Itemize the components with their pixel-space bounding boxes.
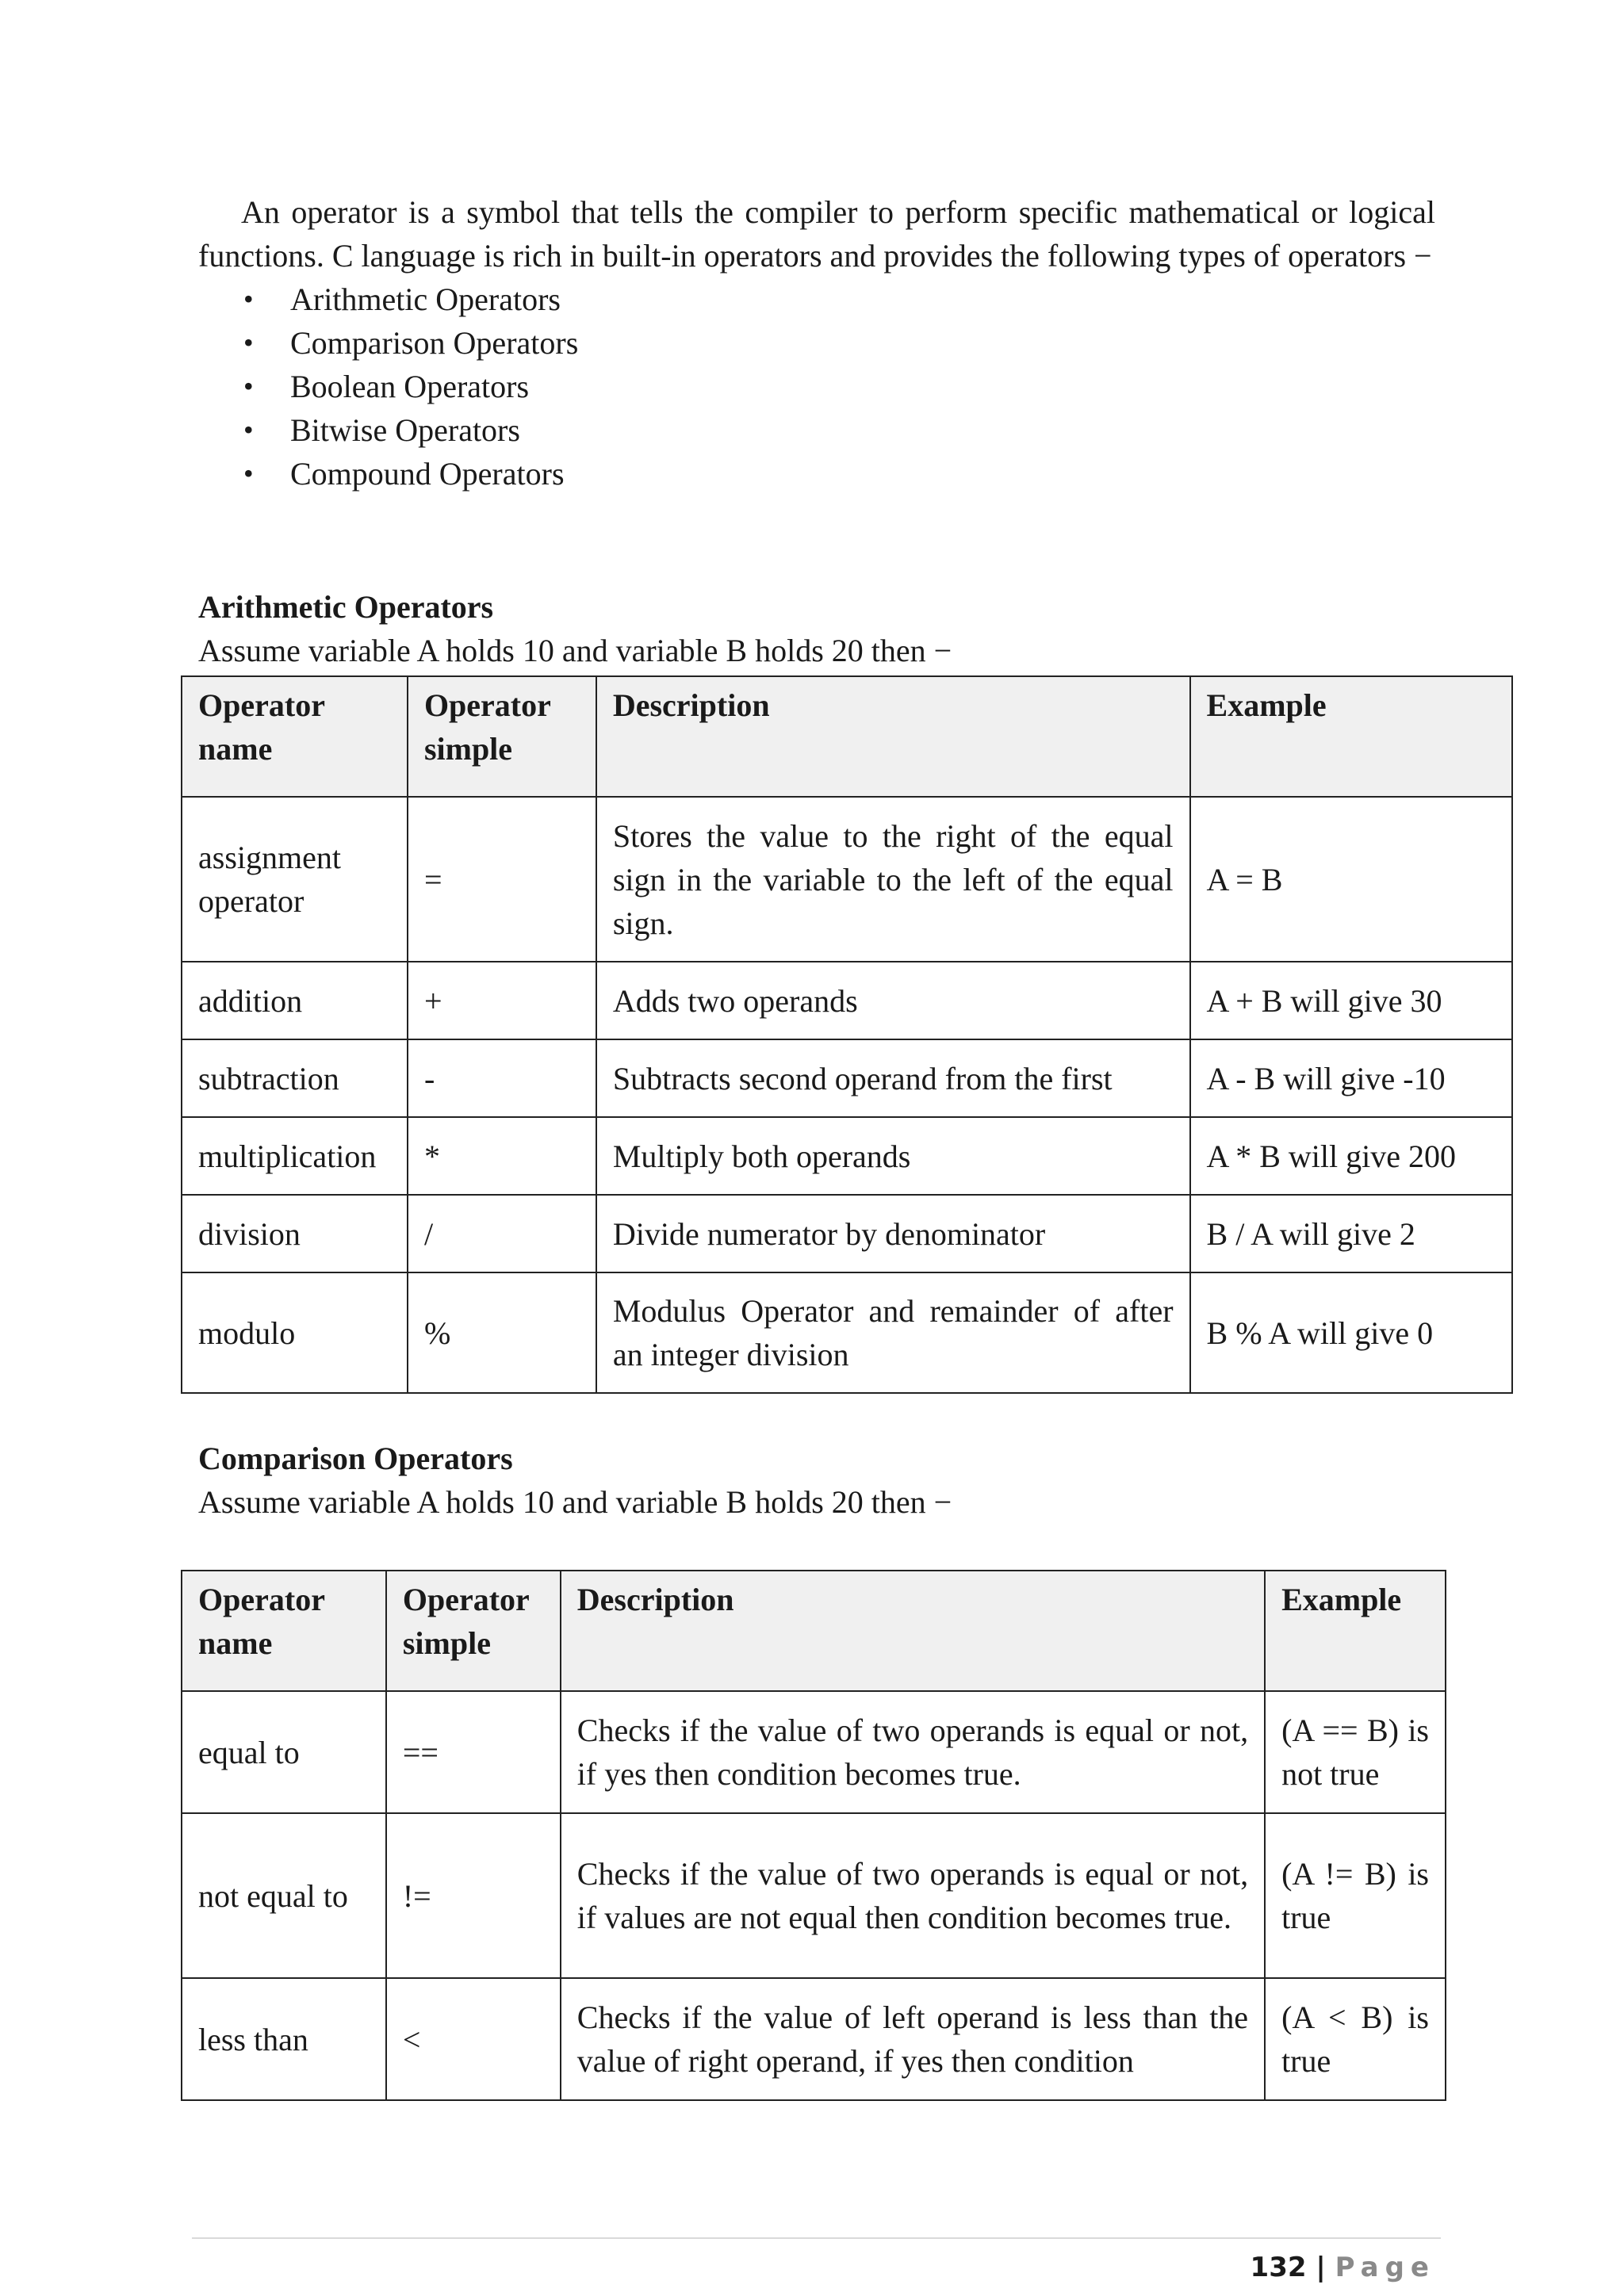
operator-example: A - B will give -10	[1190, 1039, 1512, 1117]
comparison-operators-table	[181, 1570, 1446, 2101]
operator-description: Adds two operands	[596, 962, 1190, 1039]
operator-description: Multiply both operands	[596, 1117, 1190, 1195]
operator-name: subtraction	[182, 1039, 408, 1117]
operator-types-list	[198, 277, 1435, 496]
operator-symbol: =	[408, 797, 596, 962]
bullet-icon: •	[243, 370, 254, 402]
table-row	[182, 1691, 1446, 1813]
section-title: Comparison Operators	[198, 1441, 513, 1476]
operator-name: modulo	[182, 1272, 408, 1393]
operator-example: B % A will give 0	[1190, 1272, 1512, 1393]
operator-description: Modulus Operator and remainder of after an integer division	[596, 1272, 1190, 1393]
table-row	[182, 1978, 1446, 2100]
arithmetic-operators-table	[181, 675, 1513, 1394]
operator-example: B / A will give 2	[1190, 1195, 1512, 1272]
table-header-row	[182, 676, 1512, 797]
operator-name: not equal to	[182, 1813, 386, 1978]
arithmetic-heading	[198, 585, 1435, 672]
table-row	[182, 1117, 1512, 1195]
page-label: Page	[1335, 2252, 1435, 2283]
bullet-icon: •	[243, 457, 254, 489]
page-footer	[1251, 2252, 1435, 2283]
list-item: • Boolean Operators	[198, 365, 1435, 408]
operator-symbol: ==	[386, 1691, 561, 1813]
operator-example: (A != B) is true	[1265, 1813, 1446, 1978]
operator-name: equal to	[182, 1691, 386, 1813]
operator-symbol: <	[386, 1978, 561, 2100]
column-header: Description	[596, 676, 1190, 797]
operator-name: less than	[182, 1978, 386, 2100]
bullet-icon: •	[243, 414, 254, 446]
section-title: Arithmetic Operators	[198, 589, 494, 625]
table-row	[182, 962, 1512, 1039]
bullet-icon: •	[243, 283, 254, 315]
table-row	[182, 1272, 1512, 1393]
operator-description: Subtracts second operand from the first	[596, 1039, 1190, 1117]
table-row	[182, 797, 1512, 962]
operator-name: multiplication	[182, 1117, 408, 1195]
operator-symbol: *	[408, 1117, 596, 1195]
list-item: • Compound Operators	[198, 452, 1435, 496]
operator-description: Stores the value to the right of the equal sign in the variable to the left of the equal sign.	[596, 797, 1190, 962]
intro-paragraph: An operator is a symbol that tells the compiler to perform specific mathematical or logical functions. C language is rich in built-in operators and provides the following types of operators −	[198, 194, 1435, 274]
column-header: Example	[1265, 1571, 1446, 1691]
column-header: Operator name	[182, 1571, 386, 1691]
table-row	[182, 1813, 1446, 1978]
column-header: Example	[1190, 676, 1512, 797]
column-header: Description	[561, 1571, 1265, 1691]
operator-symbol: !=	[386, 1813, 561, 1978]
list-item: • Bitwise Operators	[198, 408, 1435, 452]
operator-example: (A < B) is true	[1265, 1978, 1446, 2100]
footer-separator: |	[1316, 2252, 1326, 2283]
table-header-row	[182, 1571, 1446, 1691]
column-header: Operator simple	[386, 1571, 561, 1691]
operator-name: division	[182, 1195, 408, 1272]
comparison-heading	[198, 1437, 1435, 1524]
list-item: • Arithmetic Operators	[198, 277, 1435, 321]
page-content	[198, 190, 1435, 496]
operator-symbol: -	[408, 1039, 596, 1117]
section-subtitle: Assume variable A holds 10 and variable B holds 20 then −	[198, 633, 952, 668]
operator-example: A = B	[1190, 797, 1512, 962]
table-row	[182, 1039, 1512, 1117]
operator-symbol: /	[408, 1195, 596, 1272]
operator-symbol: %	[408, 1272, 596, 1393]
operator-description: Checks if the value of left operand is less than the value of right operand, if yes then condition	[561, 1978, 1265, 2100]
operator-example: A + B will give 30	[1190, 962, 1512, 1039]
operator-description: Checks if the value of two operands is equal or not, if yes then condition becomes true.	[561, 1691, 1265, 1813]
page-number: 132	[1250, 2252, 1307, 2283]
operator-description: Checks if the value of two operands is equal or not, if values are not equal then condition becomes true.	[561, 1813, 1265, 1978]
list-item: • Comparison Operators	[198, 321, 1435, 365]
operator-example: (A == B) is not true	[1265, 1691, 1446, 1813]
operator-name: addition	[182, 962, 408, 1039]
operator-description: Divide numerator by denominator	[596, 1195, 1190, 1272]
operator-symbol: +	[408, 962, 596, 1039]
column-header: Operator name	[182, 676, 408, 797]
footer-divider	[192, 2237, 1441, 2239]
column-header: Operator simple	[408, 676, 596, 797]
table-row	[182, 1195, 1512, 1272]
operator-name: assignment operator	[182, 797, 408, 962]
operator-example: A * B will give 200	[1190, 1117, 1512, 1195]
bullet-icon: •	[243, 327, 254, 358]
section-subtitle: Assume variable A holds 10 and variable B holds 20 then −	[198, 1484, 952, 1520]
